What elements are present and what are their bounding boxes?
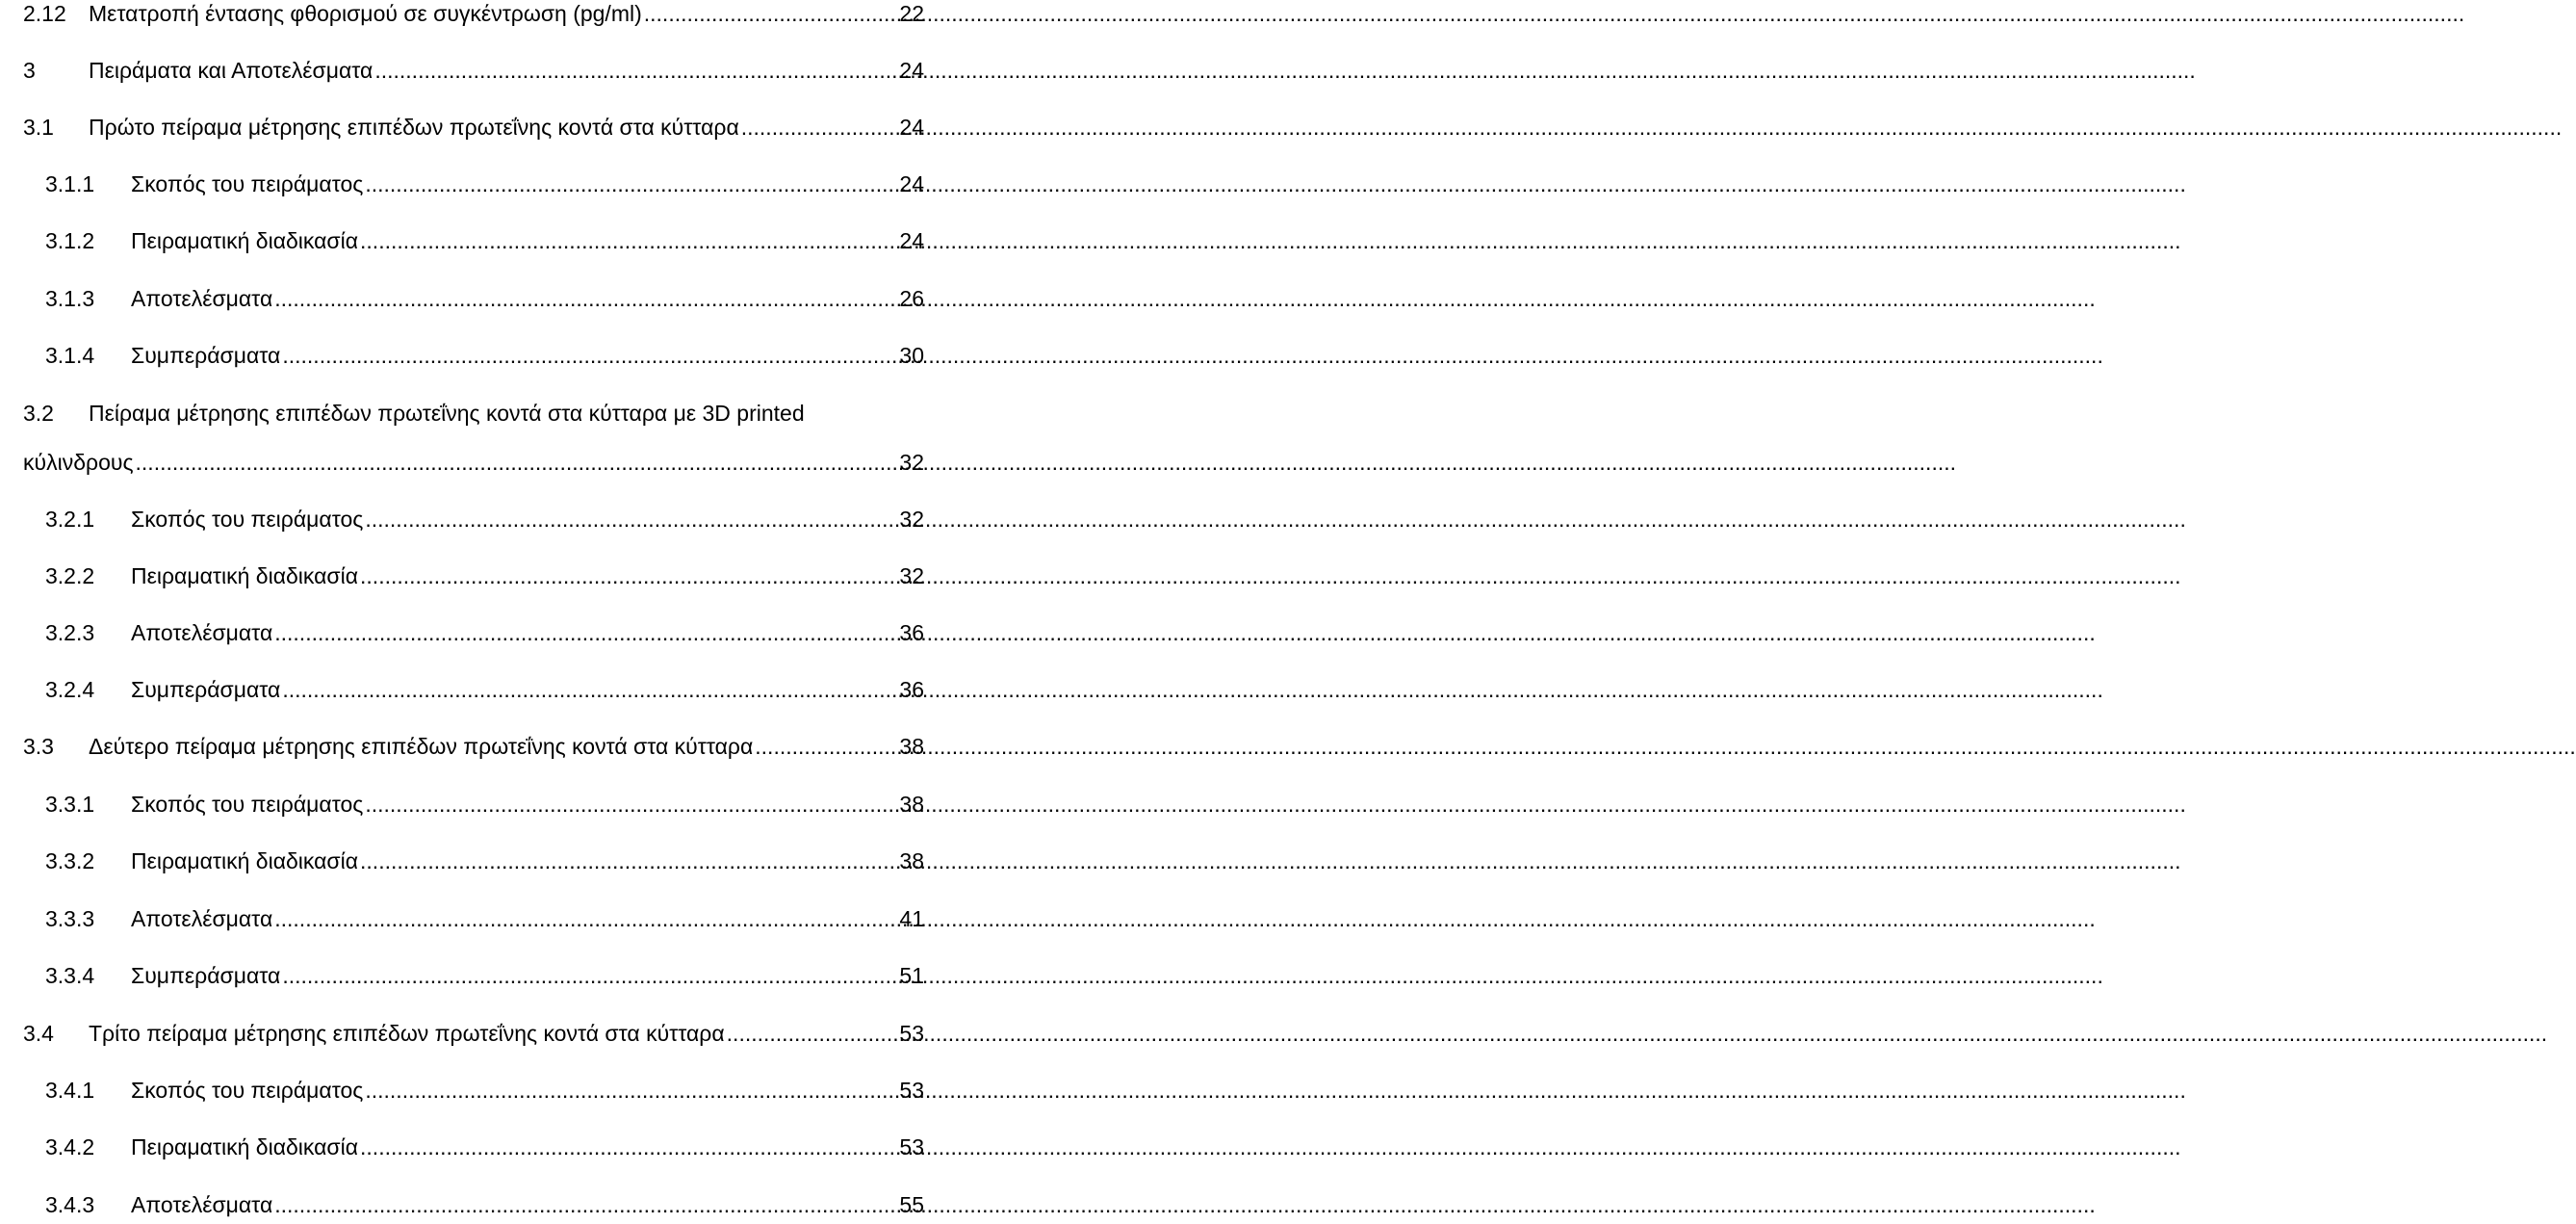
toc-entry-3-2-4[interactable] [45, 670, 924, 709]
toc-entry-title: Πείραμα μέτρησης επιπέδων πρωτεΐνης κοντά στα κύτταρα με 3D printed [89, 401, 805, 426]
toc-entry-page: 32 [899, 507, 924, 532]
toc-entry-3-1-3[interactable] [45, 279, 924, 318]
dot-leader [373, 51, 895, 90]
toc-entry-number: 3.4.2 [45, 1134, 95, 1159]
toc-entry-title: Σκοπός του πειράματος [131, 507, 364, 532]
toc-entry-page: 38 [899, 734, 924, 759]
toc-entry-title: Πειραματική διαδικασία [131, 848, 359, 873]
toc-entry-3-3-2[interactable] [45, 842, 924, 880]
toc-entry-page: 24 [899, 115, 924, 140]
toc-entry-title: Συμπεράσματα [131, 343, 281, 368]
toc-entry-number: 3.1.3 [45, 286, 95, 311]
toc-entry-title: Πειραματική διαδικασία [131, 563, 359, 588]
toc-entry-number: 3.2.3 [45, 620, 95, 645]
toc-entry-title: Συμπεράσματα [131, 963, 281, 988]
toc-entry-3-1-1[interactable] [45, 165, 924, 203]
toc-entry-page: 30 [899, 343, 924, 368]
toc-entry-number: 3.1 [23, 115, 54, 140]
toc-entry-title: Μετατροπή έντασης φθορισμού σε συγκέντρωση (pg/ml) [89, 1, 642, 26]
dot-leader [272, 613, 895, 652]
toc-entry-page: 32 [899, 563, 924, 588]
dot-leader [363, 1071, 895, 1109]
dot-leader [272, 1185, 895, 1224]
toc-entry-title: Τρίτο πείραμα μέτρησης επιπέδων πρωτεΐνης κοντά στα κύτταρα [89, 1021, 725, 1046]
toc-entry-3-3-3[interactable] [45, 899, 924, 938]
toc-entry-page: 24 [899, 58, 924, 83]
dot-leader [363, 165, 895, 203]
toc-entry-3-2-continuation[interactable] [23, 443, 924, 482]
toc-entry-title: Σκοπός του πειράματος [131, 792, 364, 817]
toc-entry-title: Πειραματική διαδικασία [131, 228, 359, 253]
toc-entry-3-2-first-line[interactable] [23, 394, 924, 432]
dot-leader [272, 899, 895, 938]
dot-leader [280, 956, 895, 995]
dot-leader [642, 0, 896, 33]
dot-leader [753, 727, 895, 766]
toc-entry-page: 38 [899, 792, 924, 817]
toc-entry-number: 3.4.1 [45, 1078, 95, 1103]
toc-entry-title: Πειράματα και Αποτελέσματα [89, 58, 374, 83]
dot-leader [363, 500, 895, 538]
toc-entry-3-1-4[interactable] [45, 336, 924, 375]
toc-entry-number: 3.2.1 [45, 507, 95, 532]
toc-entry-3-4-1[interactable] [45, 1071, 924, 1109]
toc-entry-number: 3.1.2 [45, 228, 95, 253]
toc-entry-page: 32 [899, 450, 924, 475]
toc-entry-3-4-3[interactable] [45, 1185, 924, 1224]
dot-leader [358, 557, 895, 595]
dot-leader [272, 279, 895, 318]
toc-entry-page: 51 [899, 963, 924, 988]
toc-entry-title: Αποτελέσματα [131, 1192, 273, 1217]
toc-entry-page: 22 [899, 1, 924, 26]
toc-entry-page: 55 [899, 1192, 924, 1217]
toc-entry-page: 36 [899, 677, 924, 702]
toc-entry-page: 26 [899, 286, 924, 311]
toc-entry-number: 3.2.4 [45, 677, 95, 702]
dot-leader [358, 1128, 895, 1166]
toc-entry-number: 3.4.3 [45, 1192, 95, 1217]
toc-entry-number: 3.3.3 [45, 906, 95, 931]
toc-entry-3-3[interactable] [23, 727, 924, 766]
toc-entry-number: 3.3 [23, 734, 54, 759]
toc-entry-3-3-1[interactable] [45, 785, 924, 823]
toc-entry-title-continuation: κύλινδρους [23, 450, 134, 475]
table-of-contents [0, 0, 924, 1220]
toc-entry-2-12[interactable] [23, 0, 924, 33]
toc-entry-number: 3.4 [23, 1021, 54, 1046]
toc-entry-title: Πειραματική διαδικασία [131, 1134, 359, 1159]
toc-entry-page: 41 [899, 906, 924, 931]
toc-entry-3[interactable] [23, 51, 924, 90]
toc-entry-3-2-1[interactable] [45, 500, 924, 538]
toc-entry-number: 3.2 [23, 401, 54, 426]
toc-entry-number: 2.12 [23, 1, 66, 26]
toc-entry-number: 3.3.2 [45, 848, 95, 873]
toc-entry-number: 3 [23, 58, 36, 83]
dot-leader [280, 336, 895, 375]
toc-entry-page: 53 [899, 1078, 924, 1103]
toc-entry-title: Σκοπός του πειράματος [131, 1078, 364, 1103]
toc-entry-3-1[interactable] [23, 108, 924, 146]
dot-leader [363, 785, 895, 823]
toc-entry-page: 38 [899, 848, 924, 873]
dot-leader [739, 108, 896, 146]
toc-entry-title: Αποτελέσματα [131, 286, 273, 311]
toc-entry-title: Πρώτο πείραμα μέτρησης επιπέδων πρωτεΐνης κοντά στα κύτταρα [89, 115, 739, 140]
toc-entry-title: Αποτελέσματα [131, 906, 273, 931]
toc-entry-number: 3.3.1 [45, 792, 95, 817]
dot-leader [725, 1014, 896, 1053]
toc-entry-page: 36 [899, 620, 924, 645]
toc-entry-number: 3.2.2 [45, 563, 95, 588]
toc-entry-3-1-2[interactable] [45, 221, 924, 260]
toc-entry-3-2-2[interactable] [45, 557, 924, 595]
toc-entry-page: 53 [899, 1021, 924, 1046]
toc-entry-page: 24 [899, 228, 924, 253]
toc-entry-page: 53 [899, 1134, 924, 1159]
dot-leader [280, 670, 895, 709]
toc-entry-number: 3.3.4 [45, 963, 95, 988]
toc-entry-title: Σκοπός του πειράματος [131, 171, 364, 196]
toc-entry-3-2-3[interactable] [45, 613, 924, 652]
toc-entry-3-4-2[interactable] [45, 1128, 924, 1166]
toc-entry-3-3-4[interactable] [45, 956, 924, 995]
toc-entry-3-4[interactable] [23, 1014, 924, 1053]
dot-leader [134, 443, 896, 482]
toc-entry-title: Αποτελέσματα [131, 620, 273, 645]
toc-entry-title: Δεύτερο πείραμα μέτρησης επιπέδων πρωτεΐνης κοντά στα κύτταρα [89, 734, 754, 759]
toc-entry-title: Συμπεράσματα [131, 677, 281, 702]
toc-entry-number: 3.1.4 [45, 343, 95, 368]
toc-entry-number: 3.1.1 [45, 171, 95, 196]
toc-entry-page: 24 [899, 171, 924, 196]
dot-leader [358, 221, 895, 260]
dot-leader [358, 842, 895, 880]
